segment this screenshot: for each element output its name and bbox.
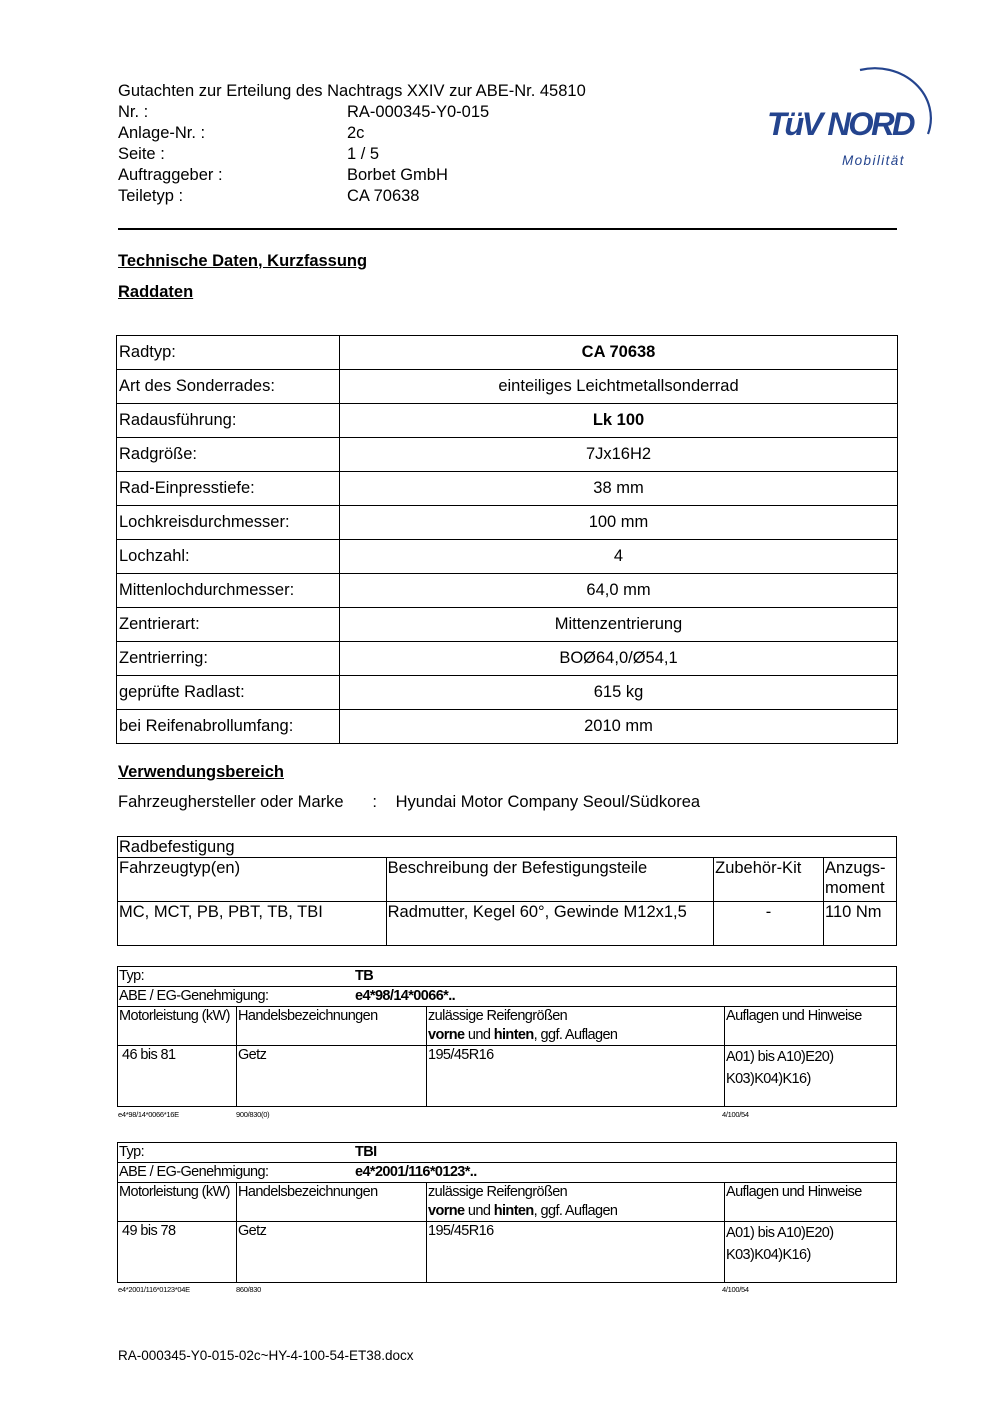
table-row [118,902,897,946]
column-header: Auflagen und Hinweise [725,1183,897,1222]
table-cell: 195/45R16 [427,1222,725,1283]
table-row [117,710,898,744]
table-row [118,858,897,902]
header-key: Teiletyp : [118,187,184,205]
header-value: 1 / 5 [347,145,380,163]
document-title: Gutachten zur Erteilung des Nachtrags XXIV zur ABE-Nr. 45810 [118,82,586,100]
raddaten-value: 615 kg [340,676,898,710]
tyre-suffix: , ggf. Auflagen [533,1027,618,1043]
typ-cell [118,967,897,987]
header-value: Borbet GmbH [347,166,448,184]
abe-cell [118,1163,897,1183]
raddaten-key: bei Reifenabrollumfang: [117,710,340,744]
raddaten-value: 64,0 mm [340,574,898,608]
header-row-auftraggeber [118,165,586,186]
tyre-header: zulässige Reifengrößen [428,1184,568,1200]
footer-filename: RA-000345-Y0-015-02c~HY-4-100-54-ET38.docx [118,1348,414,1363]
column-header: Auflagen und Hinweise [725,1007,897,1046]
table-cell: MC, MCT, PB, PBT, TB, TBI [118,902,387,946]
raddaten-value: BOØ64,0/Ø54,1 [340,642,898,676]
table-cell: - [714,902,824,946]
document-header [118,81,586,207]
table-cell: 110 Nm [824,902,897,946]
small-code: 900/830(0) [236,1110,270,1119]
raddaten-key: Lochzahl: [117,540,340,574]
table-row [117,506,898,540]
raddaten-key: Rad-Einpresstiefe: [117,472,340,506]
column-header: Motorleistung (kW) [118,1007,237,1046]
table-cell: 195/45R16 [427,1046,725,1107]
table-row [118,1183,897,1222]
heading-technische-daten: Technische Daten, Kurzfassung [118,252,368,270]
radbefestigung-table [117,836,897,946]
table-row [118,837,897,858]
heading-raddaten: Raddaten [118,283,194,301]
abe-value: e4*98/14*0066*.. [355,988,456,1004]
table-row [117,336,898,370]
table-row [117,404,898,438]
logo-sub-text: Mobilität [842,153,905,168]
header-key: Anlage-Nr. : [118,124,206,142]
typ-label: Typ: [119,968,144,984]
raddaten-key: Mittenlochdurchmesser: [117,574,340,608]
raddaten-value: 2010 mm [340,710,898,744]
small-code: 860/830 [236,1285,262,1294]
header-value: CA 70638 [347,187,420,205]
abe-label: ABE / EG-Genehmigung: [119,1164,269,1180]
raddaten-key: Radausführung: [117,404,340,438]
fahrzeughersteller-label: Fahrzeughersteller oder Marke [118,793,344,811]
small-code: 4/100/54 [722,1110,749,1119]
abe-label: ABE / EG-Genehmigung: [119,988,269,1004]
column-header [427,1007,725,1046]
header-key: Nr. : [118,103,149,121]
table-row [117,676,898,710]
raddaten-value: einteiliges Leichtmetallsonderrad [340,370,898,404]
table-row [118,1007,897,1046]
raddaten-key: Art des Sonderrades: [117,370,340,404]
tyre-suffix: , ggf. Auflagen [533,1203,618,1219]
table-row [117,438,898,472]
column-header: Motorleistung (kW) [118,1183,237,1222]
tyre-rear: hinten [493,1027,534,1043]
small-code: e4*98/14*0066*16E [118,1110,179,1119]
raddaten-value: 38 mm [340,472,898,506]
table-row [118,1163,897,1183]
table-row [117,608,898,642]
column-header [427,1183,725,1222]
raddaten-table [116,335,898,744]
type-table-tb [117,966,897,1107]
radbefestigung-title: Radbefestigung [118,837,897,858]
fahrzeughersteller-value: Hyundai Motor Company Seoul/Südkorea [395,793,701,811]
typ-value: TB [355,968,374,984]
table-cell: 49 bis 78 [118,1222,237,1283]
table-cell: 46 bis 81 [118,1046,237,1107]
small-code: e4*2001/116*0123*04E [118,1285,190,1294]
fahrzeughersteller-line [118,793,700,812]
table-row [117,574,898,608]
raddaten-value: 4 [340,540,898,574]
tyre-and: und [464,1027,494,1043]
table-row [118,1222,897,1283]
heading-verwendungsbereich: Verwendungsbereich [118,763,284,781]
raddaten-value: Mittenzentrierung [340,608,898,642]
header-row-nr [118,102,586,123]
header-rule [118,228,897,230]
type-table-tbi [117,1142,897,1283]
raddaten-value: Lk 100 [340,404,898,438]
raddaten-value: CA 70638 [340,336,898,370]
raddaten-key: geprüfte Radlast: [117,676,340,710]
column-header: Fahrzeugtyp(en) [118,858,387,902]
header-key: Seite : [118,145,165,163]
table-row [118,1046,897,1107]
tyre-front: vorne [428,1027,465,1043]
raddaten-key: Radtyp: [117,336,340,370]
table-row [118,987,897,1007]
header-row-anlage [118,123,586,144]
typ-value: TBI [355,1144,377,1160]
table-row [118,967,897,987]
header-value: 2c [347,124,365,142]
column-header: Zubehör-Kit [714,858,824,902]
raddaten-key: Zentrierart: [117,608,340,642]
table-cell: Getz [237,1222,427,1283]
table-cell: Radmutter, Kegel 60°, Gewinde M12x1,5 [386,902,713,946]
header-value: RA-000345-Y0-015 [347,103,490,121]
raddaten-key: Zentrierring: [117,642,340,676]
typ-cell [118,1143,897,1163]
fahrzeughersteller-colon: : [372,793,377,811]
header-row-seite [118,144,586,165]
column-header: Handelsbezeichnungen [237,1007,427,1046]
table-cell: A01) bis A10)E20) K03)K04)K16) [725,1222,897,1283]
table-row [117,370,898,404]
abe-value: e4*2001/116*0123*.. [355,1164,477,1180]
raddaten-key: Lochkreisdurchmesser: [117,506,340,540]
tyre-front: vorne [428,1203,465,1219]
header-row-teiletyp [118,186,586,207]
tuev-nord-logo [762,58,942,173]
tyre-rear: hinten [493,1203,534,1219]
table-cell: Getz [237,1046,427,1107]
table-cell: A01) bis A10)E20) K03)K04)K16) [725,1046,897,1107]
raddaten-value: 7Jx16H2 [340,438,898,472]
tyre-header: zulässige Reifengrößen [428,1008,568,1024]
table-row [117,540,898,574]
tyre-and: und [464,1203,494,1219]
column-header: Handelsbezeichnungen [237,1183,427,1222]
table-row [117,472,898,506]
column-header: Anzugs- moment [824,858,897,902]
header-key: Auftraggeber : [118,166,223,184]
raddaten-key: Radgröße: [117,438,340,472]
logo-brand-text: TüV NORD [767,106,916,142]
raddaten-value: 100 mm [340,506,898,540]
table-row [118,1143,897,1163]
abe-cell [118,987,897,1007]
table-row [117,642,898,676]
column-header: Beschreibung der Befestigungsteile [386,858,713,902]
typ-label: Typ: [119,1144,144,1160]
small-code: 4/100/54 [722,1285,749,1294]
